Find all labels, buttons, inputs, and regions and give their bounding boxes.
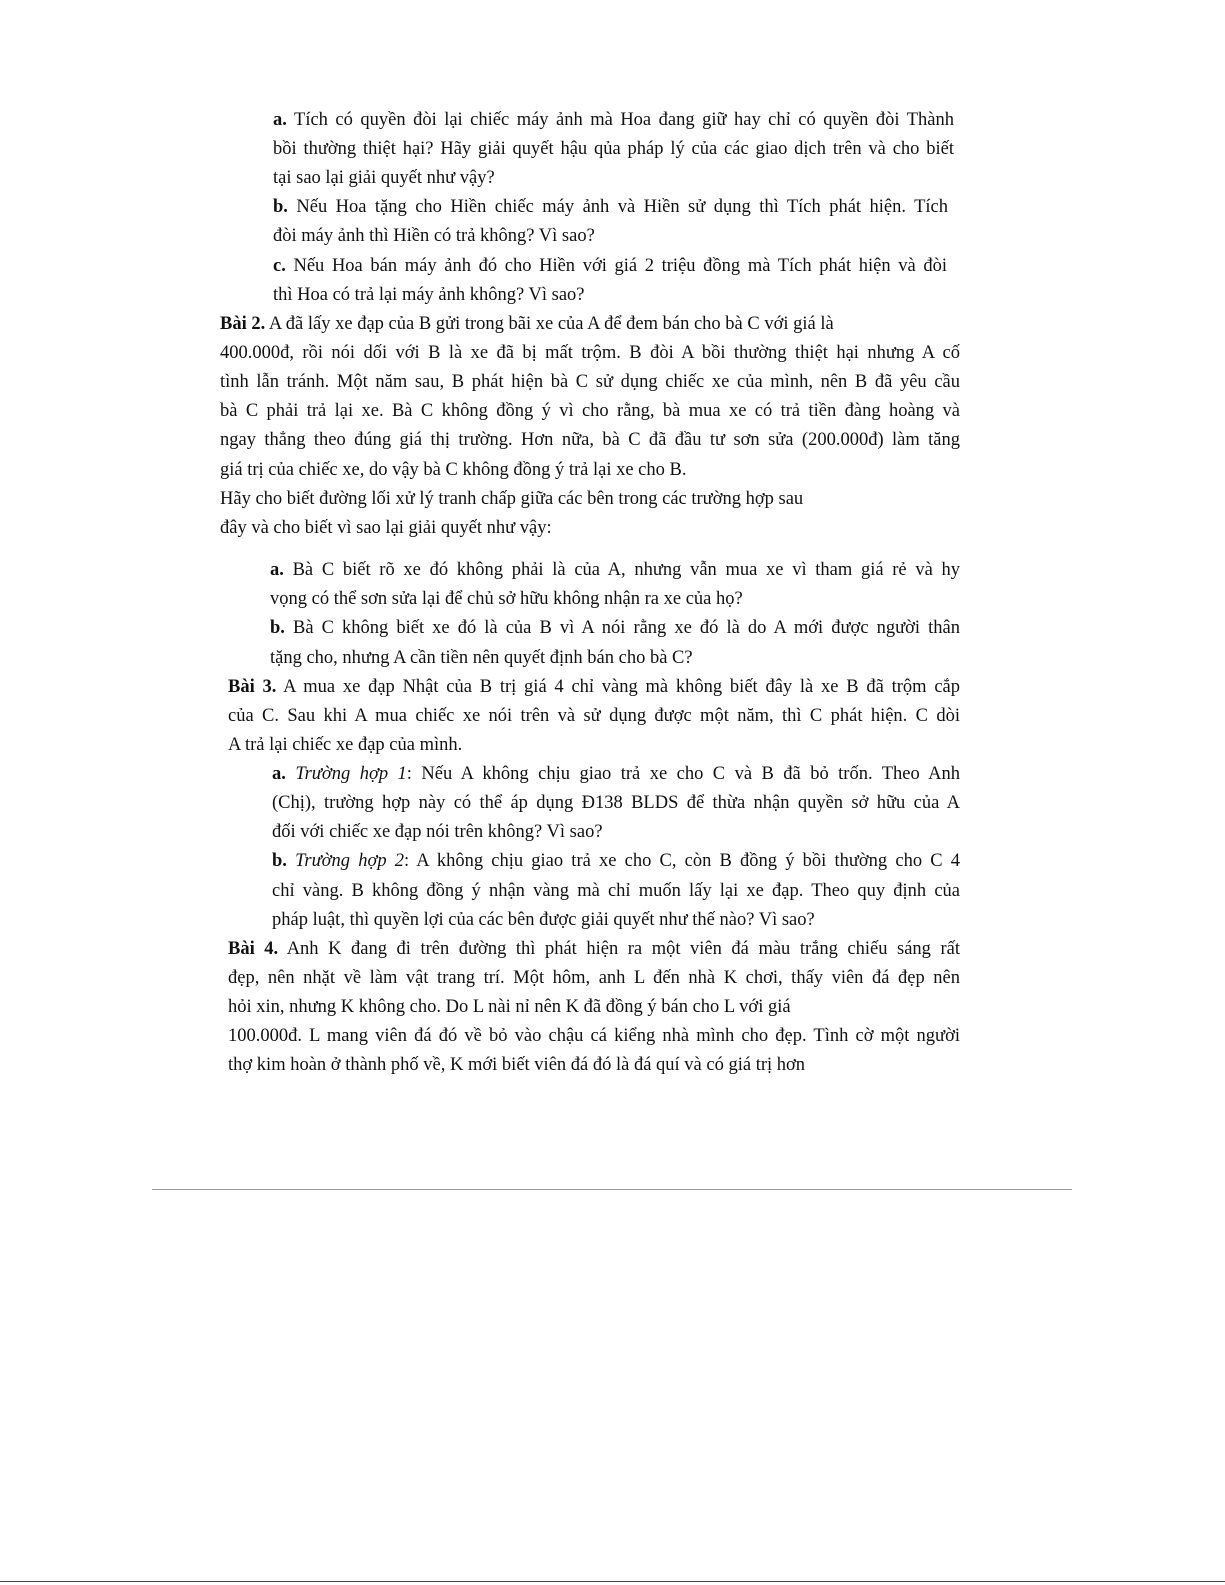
b2-line-3: tình lẫn tránh. Một năm sau, B phát hiện bà C sử dụng chiếc xe của mình, nên B đã yêu cầu: [220, 372, 960, 392]
b4-line-2: đẹp, nên nhặt về làm vật trang trí. Một hôm, anh L đến nhà K chơi, thấy viên đá đẹp nên: [228, 968, 960, 988]
b1-item-a-line-1: [273, 111, 954, 130]
b3-item-b-line-3: pháp luật, thì quyền lợi của các bên được giải quyết như thế nào? Vì sao?: [272, 910, 815, 930]
exercise-title: Bài 2.: [220, 314, 266, 334]
b2-item-b-line-2: tặng cho, nhưng A cần tiền nên quyết định bán cho bà C?: [270, 648, 693, 668]
b1-item-c-line-2: thì Hoa có trả lại máy ảnh không? Vì sao?: [273, 285, 585, 305]
b3-line-3: A trả lại chiếc xe đạp của mình.: [228, 735, 463, 755]
b2-item-b-line-1: [270, 619, 960, 638]
item-label: c.: [273, 256, 286, 276]
case-label: Trường hợp 1: [295, 764, 407, 784]
b3-item-a-line-1: [272, 765, 960, 784]
text: : Nếu A không chịu giao trả xe cho C và B đã bỏ trốn. Theo Anh: [406, 764, 960, 784]
exercise-title: Bài 4.: [228, 939, 279, 959]
exercise-title: Bài 3.: [228, 677, 277, 697]
item-label: a.: [273, 110, 287, 130]
case-label: Trường hợp 2: [295, 851, 405, 871]
b4-line-4: 100.000đ. L mang viên đá đó về bỏ vào chậu cá kiểng nhà mình cho đẹp. Tình cờ một người: [228, 1026, 960, 1046]
b4-line-1: [228, 940, 960, 959]
b3-item-a-line-3: đối với chiếc xe đạp nói trên không? Vì sao?: [272, 822, 603, 842]
item-label: b.: [272, 851, 287, 871]
text: Tích có quyền đòi lại chiếc máy ảnh mà Hoa đang giữ hay chỉ có quyền đòi Thành: [294, 110, 954, 130]
text: Bà C biết rõ xe đó không phải là của A, nhưng vẫn mua xe vì tham giá rẻ và hy: [292, 560, 960, 580]
b2-line-2: 400.000đ, rồi nói dối với B là xe đã bị mất trộm. B đòi A bồi thường thiệt hại nhưng A cố: [220, 343, 960, 363]
b2-line-7: Hãy cho biết đường lối xử lý tranh chấp giữa các bên trong các trường hợp sau: [220, 489, 804, 509]
b4-line-3: hỏi xin, nhưng K không cho. Do L nài nỉ nên K đã đồng ý bán cho L với giá: [228, 997, 791, 1017]
item-label: a.: [272, 764, 286, 784]
b1-item-a-line-3: tại sao lại giải quyết như vậy?: [273, 168, 495, 188]
text: Bà C không biết xe đó là của B vì A nói rằng xe đó là do A mới được người thân: [293, 618, 960, 638]
b1-item-c-line-1: [273, 257, 947, 276]
text: Nếu Hoa bán máy ảnh đó cho Hiền với giá 2 triệu đồng mà Tích phát hiện và đòi: [293, 256, 947, 276]
b3-line-2: của C. Sau khi A mua chiếc xe nói trên và sử dụng được một năm, thì C phát hiện. C dòi: [228, 706, 960, 726]
page-bottom-edge: [0, 1581, 1225, 1582]
b3-item-b-line-2: chỉ vàng. B không đồng ý nhận vàng mà chỉ muốn lấy lại xe đạp. Theo quy định của: [272, 881, 960, 901]
text: : A không chịu giao trả xe cho C, còn B đồng ý bồi thường cho C 4: [404, 851, 961, 871]
b4-line-5: thợ kim hoàn ở thành phố về, K mới biết viên đá đó là đá quí và có giá trị hơn: [228, 1055, 806, 1075]
b2-item-a-line-2: vọng có thể sơn sửa lại để chủ sở hữu không nhận ra xe của họ?: [270, 589, 743, 609]
b3-item-a-line-2: (Chị), trường hợp này có thể áp dụng Đ138 BLDS để thừa nhận quyền sở hữu của A: [272, 793, 960, 813]
text: A mua xe đạp Nhật của B trị giá 4 chỉ vàng mà không biết đây là xe B đã trộm cắp: [283, 677, 960, 697]
text: Anh K đang đi trên đường thì phát hiện ra một viên đá màu trắng chiếu sáng rất: [286, 939, 960, 959]
b2-line-6: giá trị của chiếc xe, do vậy bà C không đồng ý trả lại xe cho B.: [220, 460, 687, 480]
item-label: a.: [270, 560, 284, 580]
text: A đã lấy xe đạp của B gửi trong bãi xe của A để đem bán cho bà C với giá là: [268, 314, 834, 334]
item-label: b.: [270, 618, 285, 638]
item-label: b.: [273, 197, 288, 217]
b1-item-b-line-1: [273, 198, 948, 217]
page-divider: [152, 1189, 1072, 1190]
b2-line-1: [220, 315, 834, 334]
b1-item-a-line-2: bồi thường thiệt hại? Hãy giải quyết hậu qủa pháp lý của các giao dịch trên và cho biết: [273, 139, 954, 159]
b2-line-4: bà C phải trả lại xe. Bà C không đồng ý vì cho rằng, bà mua xe có trả tiền đàng hoàng và: [220, 401, 960, 421]
b3-line-1: [228, 678, 960, 697]
b2-line-5: ngay thẳng theo đúng giá thị trường. Hơn nữa, bà C đã đầu tư sơn sửa (200.000đ) làm tăng: [220, 430, 960, 450]
b2-item-a-line-1: [270, 561, 960, 580]
b1-item-b-line-2: đòi máy ảnh thì Hiền có trả không? Vì sao?: [273, 226, 595, 246]
b2-line-8: đây và cho biết vì sao lại giải quyết như vậy:: [220, 518, 552, 538]
b3-item-b-line-1: [272, 852, 960, 871]
text: Nếu Hoa tặng cho Hiền chiếc máy ảnh và Hiền sử dụng thì Tích phát hiện. Tích: [296, 197, 948, 217]
